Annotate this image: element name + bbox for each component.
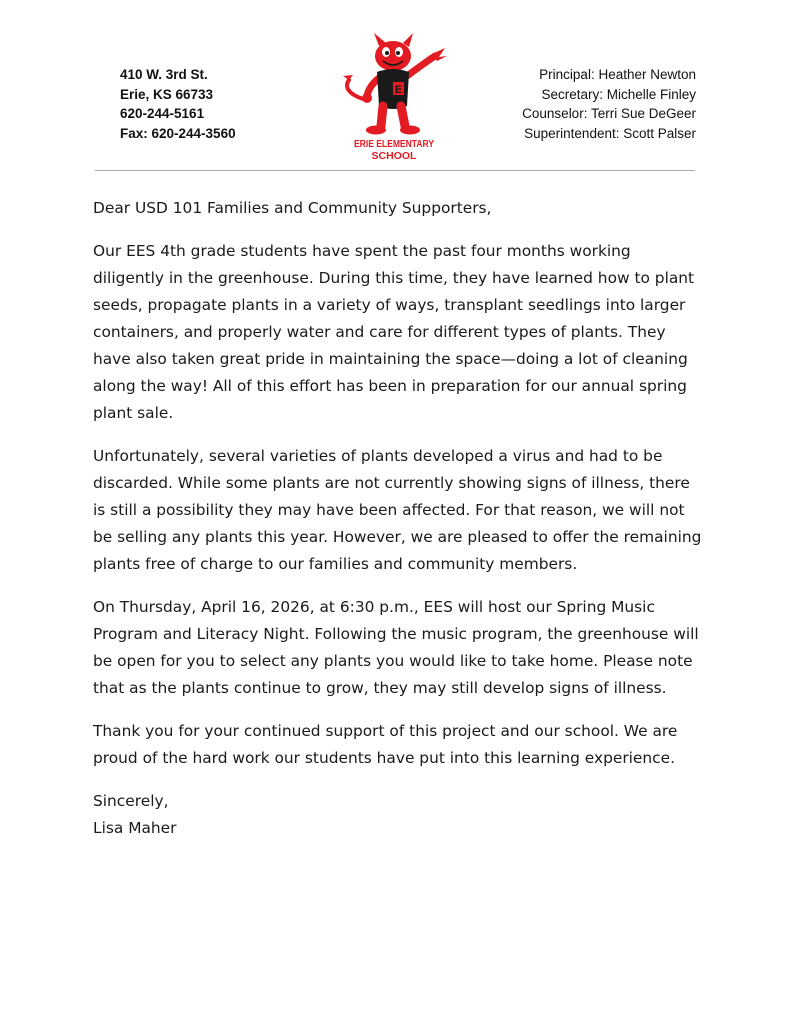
staff-directory (522, 65, 696, 143)
paragraph-event-details: On Thursday, April 16, 2026, at 6:30 p.m., EES will host our Spring Music Program and Literacy Night. Following the music program, the greenhouse will be open for you to select any plants you would like to take home. Please note that as the plants continue to grow, they may still develop signs of illness. (93, 598, 699, 697)
signature-name: Lisa Maher (93, 819, 177, 837)
street-address: 410 W. 3rd St. (120, 67, 208, 82)
superintendent-line: Superintendent: Scott Palser (524, 125, 696, 141)
letter-body (93, 195, 705, 842)
logo-text-line2: SCHOOL (371, 150, 417, 162)
greeting: Dear USD 101 Families and Community Supporters, (93, 199, 492, 217)
header-divider (95, 170, 695, 171)
closing: Sincerely, (93, 792, 169, 810)
city-state-zip: Erie, KS 66733 (120, 86, 214, 102)
counselor-line: Counselor: Terri Sue DeGeer (522, 106, 696, 121)
phone-number: 620-244-5161 (120, 106, 205, 121)
paragraph-plant-virus: Unfortunately, several varieties of plants developed a virus and had to be discarded. While some plants are not currently showing signs of illness, there is still a possibility they may have been affected. For that reason, we will not be selling any plants this year. However, we are pleased to offer the remaining plants free of charge to our families and community members. (93, 447, 702, 573)
principal-line: Principal: Heather Newton (539, 67, 696, 82)
signature-block (93, 788, 705, 842)
paragraph-greenhouse-work: Our EES 4th grade students have spent the past four months working diligently in the greenhouse. During this time, they have learned how to plant seeds, propagate plants in a variety of ways, transplant seedlings into larger containers, and properly water and care for different types of plants. They have also taken great pride in maintaining the space—doing a lot of cleaning along the way! All of this effort has been in preparation for our annual spring plant sale. (93, 242, 695, 422)
school-logo (333, 30, 455, 165)
shirt-letter: E (394, 84, 403, 96)
school-address-block (120, 65, 236, 143)
fax-number: Fax: 620-244-3560 (120, 125, 236, 141)
logo-text-line1: ERIE ELEMENTARY (354, 138, 434, 150)
paragraph-thank-you: Thank you for your continued support of this project and our school. We are proud of the hard work our students have put into this learning experience. (93, 722, 678, 767)
red-devil-mascot-icon (343, 33, 447, 135)
secretary-line: Secretary: Michelle Finley (541, 86, 696, 102)
